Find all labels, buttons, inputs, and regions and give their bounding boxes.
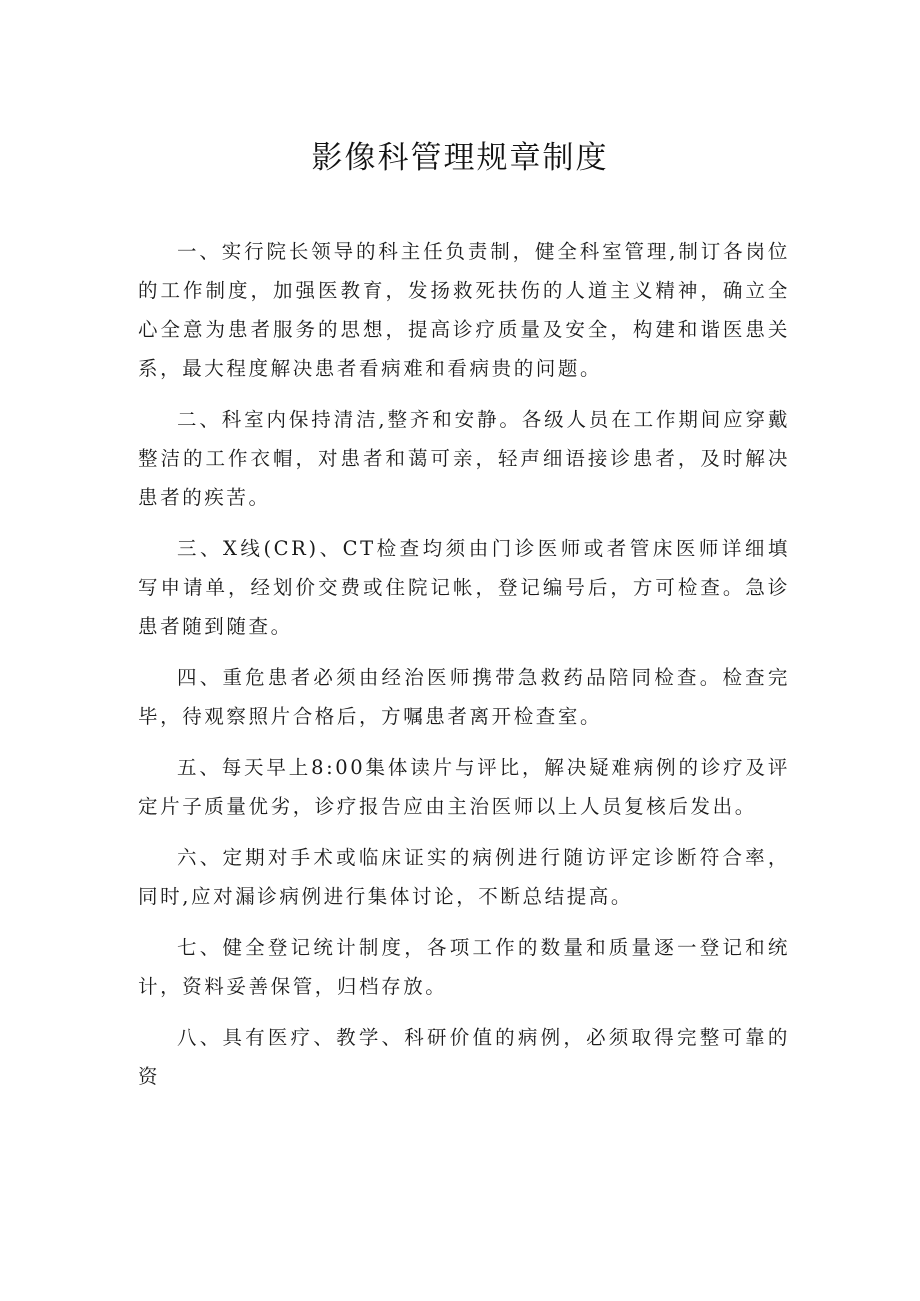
paragraph-3: 三、X线(CR)、CT检查均须由门诊医师或者管床医师详细填写申请单，经划价交费或住院记帐，登记编号后，方可检查。急诊患者随到随查。: [138, 537, 790, 638]
paragraph-8: 八、具有医疗、教学、科研价值的病例，必须取得完整可靠的资: [138, 1026, 790, 1088]
paragraph-6: 六、定期对手术或临床证实的病例进行随访评定诊断符合率，同时,应对漏诊病例进行集体讨论，不断总结提高。: [138, 846, 790, 908]
paragraph-7: 七、健全登记统计制度，各项工作的数量和质量逐一登记和统计，资料妥善保管，归档存放。: [138, 936, 790, 998]
document-title: 影像科管理规章制度: [311, 140, 609, 176]
paragraph-1: 一、实行院长领导的科主任负责制，健全科室管理,制订各岗位的工作制度，加强医教育，发扬救死扶伤的人道主义精神，确立全心全意为患者服务的思想，提高诊疗质量及安全，构建和谐医患关系，最大程度解决患者看病难和看病贵的问题。: [138, 240, 790, 380]
paragraph-5: 五、每天早上8:00集体读片与评比，解决疑难病例的诊疗及评定片子质量优劣，诊疗报告应由主治医师以上人员复核后发出。: [138, 756, 790, 818]
paragraph-2: 二、科室内保持清洁,整齐和安静。各级人员在工作期间应穿戴整洁的工作衣帽，对患者和蔼可亲，轻声细语接诊患者，及时解决患者的疾苦。: [138, 408, 790, 509]
document-body: [138, 232, 790, 1108]
paragraph-4: 四、重危患者必须由经治医师携带急救药品陪同检查。检查完毕，待观察照片合格后，方嘱患者离开检查室。: [138, 666, 790, 728]
